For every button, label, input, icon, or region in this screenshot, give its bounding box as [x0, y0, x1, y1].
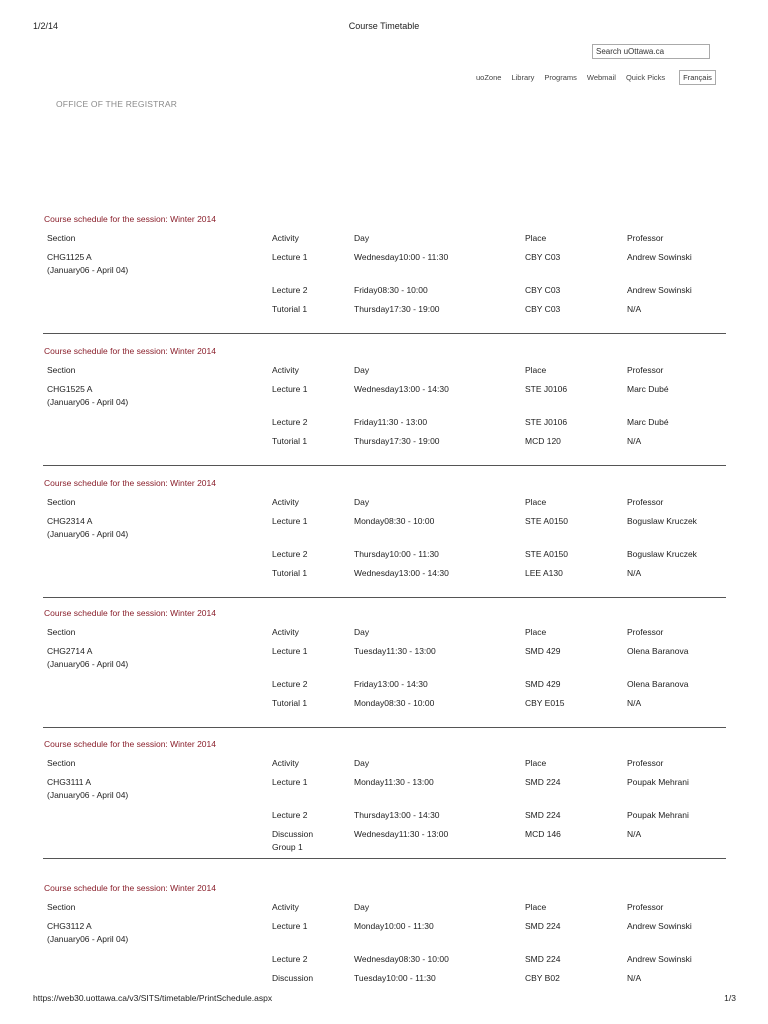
- column-header-activity: Activity: [272, 365, 299, 375]
- search-input[interactable]: [592, 44, 710, 59]
- column-header-day: Day: [354, 497, 370, 507]
- course-dates: (January06 - April 04): [47, 529, 129, 539]
- row-place: CBY C03: [525, 285, 561, 295]
- schedule-title: Course schedule for the session: Winter 2014: [44, 608, 216, 618]
- column-header-professor: Professor: [627, 497, 664, 507]
- row-professor: Poupak Mehrani: [627, 777, 689, 787]
- schedule-title: Course schedule for the session: Winter 2014: [44, 214, 216, 224]
- column-header-section: Section: [47, 627, 76, 637]
- course-code: CHG3111 A: [47, 777, 92, 787]
- row-professor: Poupak Mehrani: [627, 810, 689, 820]
- row-activity: Lecture 1: [272, 777, 308, 787]
- row-professor: Boguslaw Kruczek: [627, 516, 697, 526]
- row-activity: Discussion: [272, 973, 314, 983]
- row-professor: Olena Baranova: [627, 646, 689, 656]
- schedule-title: Course schedule for the session: Winter 2014: [44, 346, 216, 356]
- schedule-title: Course schedule for the session: Winter 2014: [44, 739, 216, 749]
- row-place: SMD 224: [525, 921, 561, 931]
- row-activity: Lecture 1: [272, 516, 308, 526]
- row-place: STE J0106: [525, 384, 568, 394]
- row-professor: N/A: [627, 698, 642, 708]
- schedule-block: [43, 608, 726, 728]
- column-header-day: Day: [354, 233, 370, 243]
- row-day: Monday08:30 - 10:00: [354, 516, 435, 526]
- schedule-block: [43, 739, 726, 859]
- course-dates: (January06 - April 04): [47, 659, 129, 669]
- row-activity: Lecture 2: [272, 285, 308, 295]
- column-header-activity: Activity: [272, 233, 299, 243]
- schedule-block: [43, 346, 726, 466]
- row-activity: Tutorial 1: [272, 304, 308, 314]
- row-day: Monday08:30 - 10:00: [354, 698, 435, 708]
- course-code: CHG2314 A: [47, 516, 93, 526]
- row-day: Wednesday13:00 - 14:30: [354, 384, 449, 394]
- row-day: Monday11:30 - 13:00: [354, 777, 434, 787]
- row-day: Tuesday11:30 - 13:00: [354, 646, 436, 656]
- row-place: SMD 429: [525, 646, 561, 656]
- course-dates: (January06 - April 04): [47, 265, 129, 275]
- row-day: Friday11:30 - 13:00: [354, 417, 428, 427]
- row-professor: N/A: [627, 568, 642, 578]
- row-professor: Andrew Sowinski: [627, 954, 692, 964]
- row-professor: N/A: [627, 304, 642, 314]
- row-place: CBY C03: [525, 252, 561, 262]
- column-header-day: Day: [354, 758, 370, 768]
- row-day: Friday13:00 - 14:30: [354, 679, 428, 689]
- column-header-professor: Professor: [627, 627, 664, 637]
- column-header-professor: Professor: [627, 758, 664, 768]
- row-day: Tuesday10:00 - 11:30: [354, 973, 436, 983]
- nav-link-library[interactable]: Library: [511, 73, 535, 82]
- column-header-day: Day: [354, 902, 370, 912]
- row-professor: Andrew Sowinski: [627, 285, 692, 295]
- column-header-activity: Activity: [272, 758, 299, 768]
- row-professor: Marc Dubé: [627, 384, 669, 394]
- row-activity: Lecture 2: [272, 549, 308, 559]
- row-day: Thursday17:30 - 19:00: [354, 304, 440, 314]
- column-header-place: Place: [525, 902, 547, 912]
- row-professor: Andrew Sowinski: [627, 921, 692, 931]
- row-day: Monday10:00 - 11:30: [354, 921, 434, 931]
- row-professor: N/A: [627, 436, 642, 446]
- row-activity: Lecture 1: [272, 384, 308, 394]
- column-header-professor: Professor: [627, 233, 664, 243]
- row-place: STE J0106: [525, 417, 568, 427]
- row-day: Wednesday10:00 - 11:30: [354, 252, 449, 262]
- course-dates: (January06 - April 04): [47, 397, 129, 407]
- column-header-section: Section: [47, 902, 76, 912]
- nav-link-quick-picks[interactable]: Quick Picks: [625, 73, 666, 82]
- row-activity: Lecture 2: [272, 954, 308, 964]
- row-professor: Marc Dubé: [627, 417, 669, 427]
- row-place: LEE A130: [525, 568, 563, 578]
- row-activity: Discussion Group 1: [272, 829, 314, 852]
- column-header-section: Section: [47, 758, 76, 768]
- row-activity: Lecture 2: [272, 417, 308, 427]
- schedule-block: [43, 478, 726, 598]
- column-header-place: Place: [525, 233, 547, 243]
- column-header-professor: Professor: [627, 365, 664, 375]
- nav-link-uozone[interactable]: uoZone: [476, 73, 502, 82]
- column-header-place: Place: [525, 627, 547, 637]
- language-toggle-button[interactable]: Français: [679, 70, 716, 85]
- column-header-place: Place: [525, 497, 547, 507]
- course-dates: (January06 - April 04): [47, 934, 129, 944]
- row-day: Wednesday13:00 - 14:30: [354, 568, 449, 578]
- row-place: STE A0150: [525, 516, 569, 526]
- row-professor: Boguslaw Kruczek: [627, 549, 697, 559]
- row-activity: Tutorial 1: [272, 698, 308, 708]
- row-activity: Lecture 2: [272, 810, 308, 820]
- course-dates: (January06 - April 04): [47, 790, 129, 800]
- row-place: SMD 224: [525, 810, 561, 820]
- column-header-activity: Activity: [272, 497, 299, 507]
- row-day: Wednesday11:30 - 13:00: [354, 829, 449, 839]
- row-place: CBY B02: [525, 973, 560, 983]
- column-header-activity: Activity: [272, 627, 299, 637]
- row-place: SMD 224: [525, 954, 561, 964]
- row-place: STE A0150: [525, 549, 569, 559]
- column-header-day: Day: [354, 627, 370, 637]
- print-header: [0, 0, 768, 40]
- row-place: MCD 120: [525, 436, 561, 446]
- row-professor: N/A: [627, 973, 642, 983]
- schedule-title: Course schedule for the session: Winter 2014: [44, 883, 216, 893]
- course-code: CHG2714 A: [47, 646, 93, 656]
- row-place: SMD 429: [525, 679, 561, 689]
- row-day: Thursday17:30 - 19:00: [354, 436, 440, 446]
- row-activity: Tutorial 1: [272, 436, 308, 446]
- row-activity: Tutorial 1: [272, 568, 308, 578]
- row-professor: Olena Baranova: [627, 679, 689, 689]
- nav-link-programs[interactable]: Programs: [544, 73, 577, 82]
- row-activity: Lecture 1: [272, 252, 308, 262]
- schedule-title: Course schedule for the session: Winter 2014: [44, 478, 216, 488]
- page-number: 1/3: [724, 993, 736, 1003]
- schedule-block: [43, 883, 726, 1003]
- row-day: Thursday10:00 - 11:30: [354, 549, 439, 559]
- row-place: CBY E015: [525, 698, 565, 708]
- print-title: Course Timetable: [348, 21, 420, 31]
- row-day: Thursday13:00 - 14:30: [354, 810, 440, 820]
- office-heading: OFFICE OF THE REGISTRAR: [56, 99, 178, 109]
- row-activity: Lecture 1: [272, 646, 308, 656]
- top-nav: [476, 70, 716, 85]
- column-header-section: Section: [47, 233, 76, 243]
- row-place: CBY C03: [525, 304, 561, 314]
- print-date: 1/2/14: [33, 21, 59, 31]
- column-header-professor: Professor: [627, 902, 664, 912]
- column-header-section: Section: [47, 365, 76, 375]
- course-code: CHG1125 A: [47, 252, 92, 262]
- nav-link-webmail[interactable]: Webmail: [586, 73, 616, 82]
- row-activity: Lecture 2: [272, 679, 308, 689]
- row-activity: Lecture 1: [272, 921, 308, 931]
- course-code: CHG1525 A: [47, 384, 93, 394]
- column-header-day: Day: [354, 365, 370, 375]
- row-professor: Andrew Sowinski: [627, 252, 692, 262]
- column-header-section: Section: [47, 497, 76, 507]
- schedule-block: [43, 214, 726, 334]
- row-place: SMD 224: [525, 777, 561, 787]
- row-day: Wednesday08:30 - 10:00: [354, 954, 449, 964]
- column-header-place: Place: [525, 758, 547, 768]
- row-day: Friday08:30 - 10:00: [354, 285, 428, 295]
- page-url: https://web30.uottawa.ca/v3/SITS/timetable/PrintSchedule.aspx: [33, 993, 273, 1003]
- row-place: MCD 146: [525, 829, 561, 839]
- course-code: CHG3112 A: [47, 921, 92, 931]
- column-header-place: Place: [525, 365, 547, 375]
- row-professor: N/A: [627, 829, 642, 839]
- column-header-activity: Activity: [272, 902, 299, 912]
